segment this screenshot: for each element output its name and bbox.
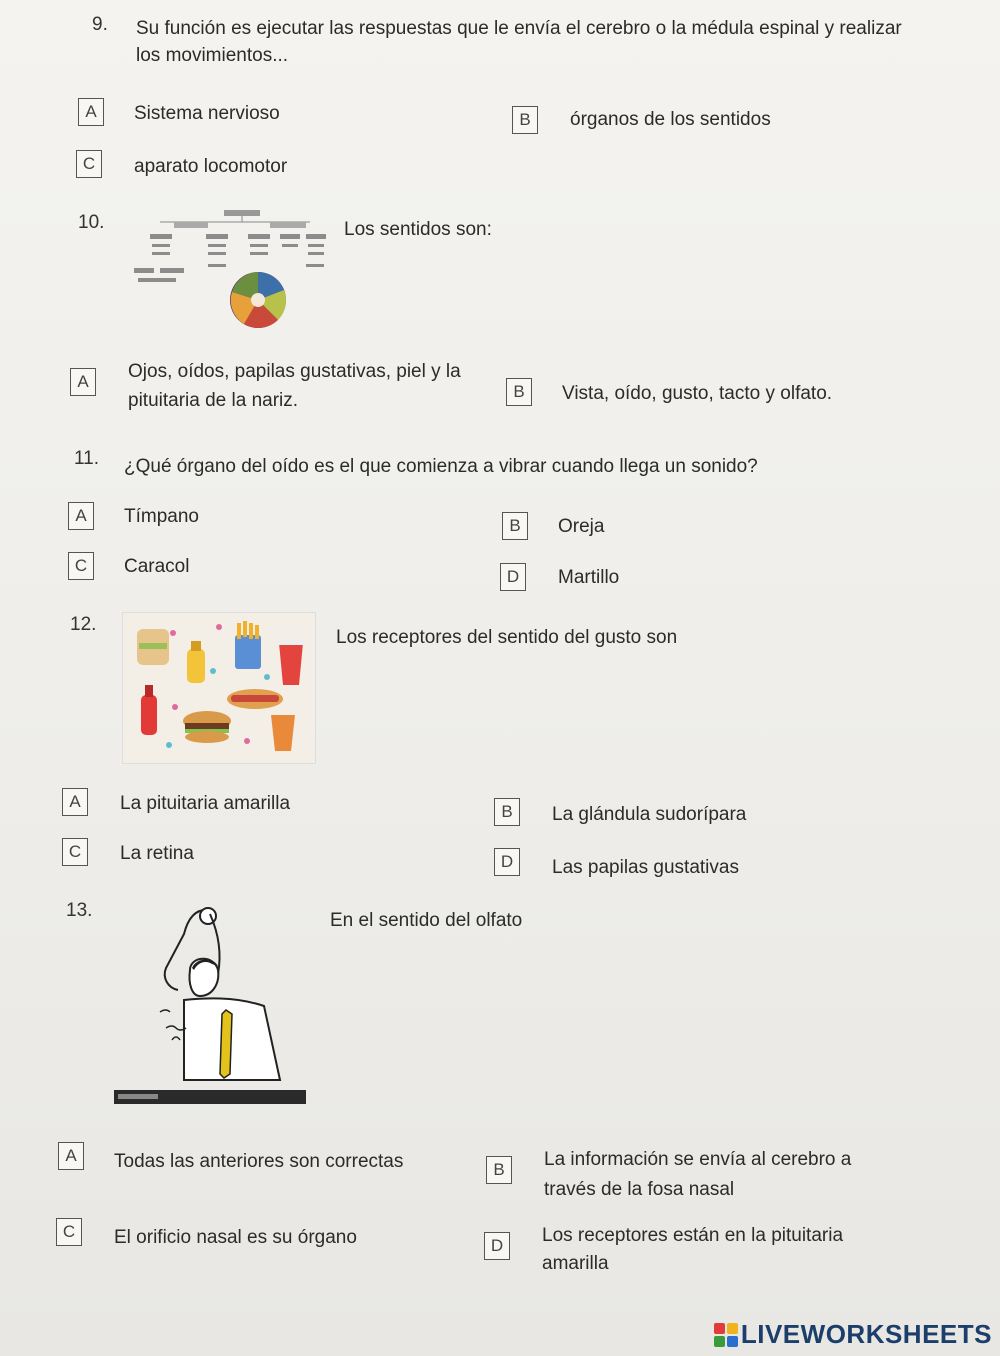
q9-option-b-text[interactable]: órganos de los sentidos: [570, 109, 771, 130]
liveworksheets-logo[interactable]: [714, 1319, 992, 1350]
liveworksheets-brand-text: LIVEWORKSHEETS: [740, 1319, 992, 1349]
q11-option-a-text[interactable]: Tímpano: [124, 506, 199, 527]
q13-option-d-box[interactable]: D: [484, 1232, 510, 1260]
q11-option-c-box[interactable]: C: [68, 552, 94, 580]
q13-option-a-box[interactable]: A: [58, 1142, 84, 1170]
q12-option-b-box[interactable]: B: [494, 798, 520, 826]
q12-option-d-text[interactable]: Las papilas gustativas: [552, 857, 739, 878]
q12-option-c-text[interactable]: La retina: [120, 843, 194, 864]
question-11-number: 11.: [74, 448, 100, 469]
q12-option-a-text[interactable]: La pituitaria amarilla: [120, 793, 291, 814]
q12-option-c-box[interactable]: C: [62, 838, 88, 866]
q9-option-c-box[interactable]: C: [76, 150, 102, 178]
senses-diagram-image: [130, 208, 330, 330]
q9-option-c-text[interactable]: aparato locomotor: [134, 156, 288, 177]
q13-option-a-text[interactable]: Todas las anteriores son correctas: [114, 1151, 404, 1172]
q13-option-b-text-line1[interactable]: La información se envía al cerebro a: [544, 1149, 852, 1170]
q13-option-d-text-line1[interactable]: Los receptores están en la pituitaria: [542, 1225, 844, 1246]
q9-option-b-box[interactable]: B: [512, 106, 538, 134]
q12-option-a-box[interactable]: A: [62, 788, 88, 816]
q13-option-d-text-line2[interactable]: amarilla: [542, 1253, 609, 1274]
food-illustration-image: [122, 612, 316, 764]
q13-option-c-box[interactable]: C: [56, 1218, 82, 1246]
q9-option-a-box[interactable]: A: [78, 98, 104, 126]
q11-option-b-box[interactable]: B: [502, 512, 528, 540]
question-11-text: ¿Qué órgano del oído es el que comienza a vibrar cuando llega un sonido?: [124, 456, 758, 477]
q10-option-b-text[interactable]: Vista, oído, gusto, tacto y olfato.: [562, 383, 833, 404]
question-12-number: 12.: [70, 614, 97, 635]
question-10-text: Los sentidos son:: [344, 219, 492, 240]
q10-option-b-box[interactable]: B: [506, 378, 532, 406]
q13-option-b-text-line2[interactable]: través de la fosa nasal: [544, 1179, 735, 1200]
q11-option-b-text[interactable]: Oreja: [558, 516, 605, 537]
man-smelling-armpit-image: [114, 904, 306, 1108]
q12-option-b-text[interactable]: La glándula sudorípara: [552, 804, 747, 825]
question-13-number: 13.: [66, 900, 93, 921]
question-13-text: En el sentido del olfato: [330, 910, 523, 931]
q11-option-c-text[interactable]: Caracol: [124, 556, 190, 577]
q11-option-d-box[interactable]: D: [500, 563, 526, 591]
question-10-number: 10.: [78, 212, 105, 233]
question-9-text-line1: Su función es ejecutar las respuestas que le envía el cerebro o la médula espinal y realizar: [136, 18, 902, 39]
q10-option-a-text-line1[interactable]: Ojos, oídos, papilas gustativas, piel y la: [128, 361, 461, 382]
q10-option-a-box[interactable]: A: [70, 368, 96, 396]
q13-option-c-text[interactable]: El orificio nasal es su órgano: [114, 1227, 357, 1248]
q11-option-a-box[interactable]: A: [68, 502, 94, 530]
q10-option-a-text-line2[interactable]: pituitaria de la nariz.: [128, 390, 299, 411]
question-12-text: Los receptores del sentido del gusto son: [336, 627, 678, 648]
liveworksheets-mark-icon: [714, 1323, 738, 1347]
question-9-text-line2: los movimientos...: [136, 45, 289, 66]
question-9-number: 9.: [92, 14, 108, 35]
q9-option-a-text[interactable]: Sistema nervioso: [134, 103, 280, 124]
q13-option-b-box[interactable]: B: [486, 1156, 512, 1184]
q11-option-d-text[interactable]: Martillo: [558, 567, 620, 588]
q12-option-d-box[interactable]: D: [494, 848, 520, 876]
